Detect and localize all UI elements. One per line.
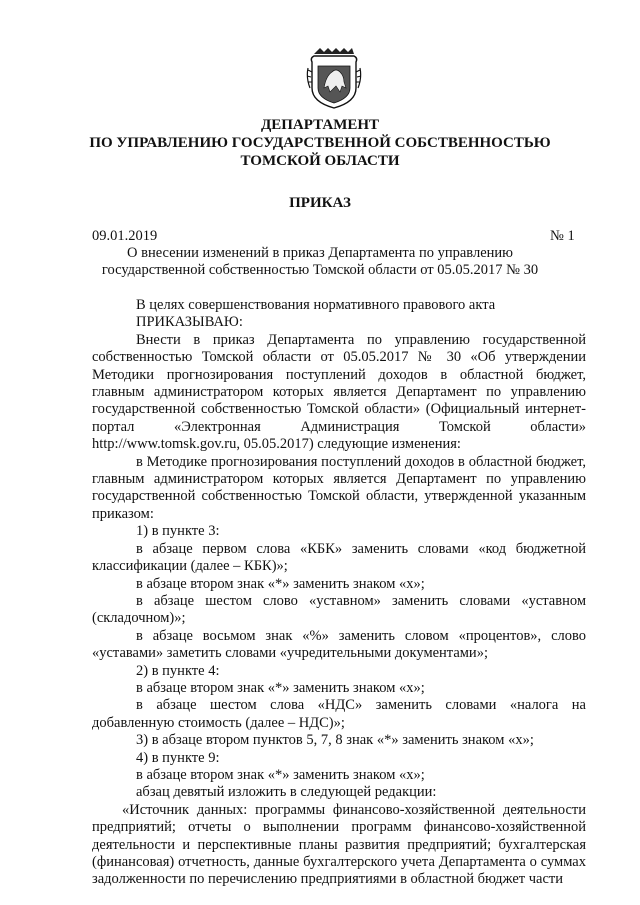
doc-type-title: ПРИКАЗ <box>289 195 351 211</box>
item-2-change-b: в абзаце шестом слова «НДС» заменить словами «налога на добавленную стоимость (далее – НДС)»; <box>92 697 586 731</box>
order-body <box>92 297 586 889</box>
item-2-change-a: в абзаце втором знак «*» заменить знаком «х»; <box>136 679 425 696</box>
item-1-heading: 1) в пункте 3: <box>136 523 220 540</box>
paragraph-amend-order: Внести в приказ Департамента по управлению государственной собственностью Томской области от 05.05.2017 № 30 «Об утверждении Методики прогнозирования поступлений доходов в областной бюджет, главным администратором которых является Департамент по управлению государственной собственностью Томской области» (Официальный интернет-портал «Электронная Администрация Томской области» http://www.tomsk.gov.ru, 05.05.2017) следующие изменения: <box>92 331 586 453</box>
subject-line-1: О внесении изменений в приказ Департамента по управлению <box>127 245 513 261</box>
item-1-change-d: в абзаце восьмом знак «%» заменить словом «процентов», слово «уставами» заметить словами «учредительными документами»; <box>92 627 586 662</box>
header-line-1: ДЕПАРТАМЕНТ <box>260 117 380 133</box>
tomsk-coat-of-arms-emblem <box>306 48 362 110</box>
item-1-change-a: в абзаце первом слова «КБК» заменить словами «код бюджетной классификации (далее – КБК)»; <box>92 540 586 575</box>
order-directive: ПРИКАЗЫВАЮ: <box>136 314 243 331</box>
item-1-change-b: в абзаце втором знак «*» заменить знаком «х»; <box>136 575 425 592</box>
item-1-change-c: в абзаце шестом слово «уставном» заменить словами «уставном (складочном)»; <box>92 592 586 627</box>
item-3: 3) в абзаце втором пунктов 5, 7, 8 знак «*» заменить знаком «х»; <box>136 732 534 749</box>
item-4-change-b: абзац девятый изложить в следующей редакции: <box>136 784 437 801</box>
preamble: В целях совершенствования нормативного правового акта <box>136 297 496 313</box>
item-4-heading: 4) в пункте 9: <box>136 749 220 766</box>
header-line-2: ПО УПРАВЛЕНИЮ ГОСУДАРСТВЕННОЙ СОБСТВЕННОСТЬЮ <box>89 135 551 151</box>
order-number: № 1 <box>550 228 575 244</box>
header-line-3: ТОМСКОЙ ОБЛАСТИ <box>240 153 400 169</box>
paragraph-methodology: в Методике прогнозирования поступлений доходов в областной бюджет, главным администратором которых является Департамент по управлению государственной собственностью Томской области, утвержденной указанным приказом: <box>92 453 586 522</box>
order-date: 09.01.2019 <box>92 228 158 244</box>
item-4-change-a: в абзаце втором знак «*» заменить знаком «х»; <box>136 766 425 783</box>
subject-line-2: государственной собственностью Томской области от 05.05.2017 № 30 <box>101 262 539 278</box>
item-4-new-text: «Источник данных: программы финансово-хозяйственной деятельности предприятий; отчеты о выполнении программ финансово-хозяйственной деятельности и перспективные планы развития предприятий; бухгалтерская (финансовая) отчетность, данные бухгалтерского учета Департамента о суммах задолженности по перечислению предприятиями в областной бюджет части <box>92 801 586 888</box>
item-2-heading: 2) в пункте 4: <box>136 662 220 679</box>
